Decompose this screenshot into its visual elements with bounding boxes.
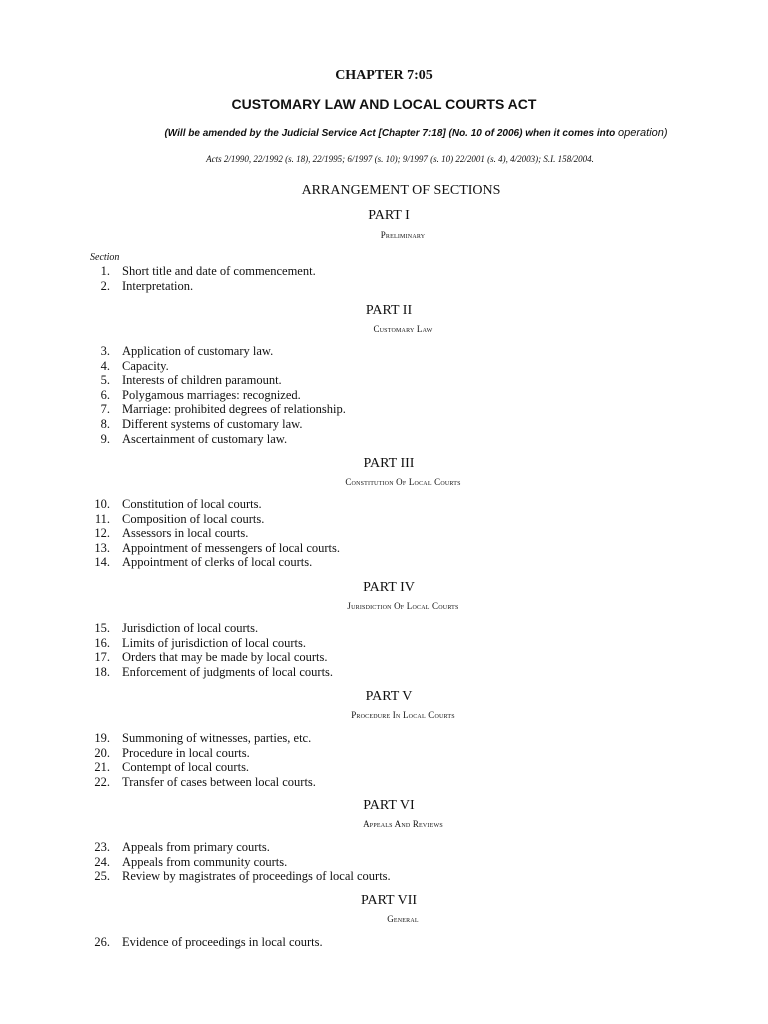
section-list — [0, 840, 768, 884]
section-item — [0, 526, 768, 541]
amendment-note-tail: operation) — [618, 127, 668, 139]
part-heading: PART I — [368, 208, 410, 223]
section-item — [0, 359, 768, 374]
section-item — [0, 279, 768, 294]
section-number: 18. — [94, 664, 110, 679]
act-title: CUSTOMARY LAW AND LOCAL COURTS ACT — [231, 96, 537, 112]
section-item — [0, 512, 768, 527]
section-title: Transfer of cases between local courts. — [122, 774, 316, 789]
section-number: 2. — [100, 278, 110, 293]
section-number: 16. — [94, 635, 110, 650]
section-title: Review by magistrates of proceedings of local courts. — [122, 869, 391, 884]
section-number: 10. — [94, 497, 110, 511]
section-number: 1. — [100, 264, 110, 278]
section-title: Contempt of local courts. — [122, 760, 250, 775]
section-item — [0, 555, 768, 570]
section-item — [0, 840, 768, 855]
section-item — [0, 775, 768, 790]
section-title: Orders that may be made by local courts. — [122, 650, 328, 665]
section-list — [0, 344, 768, 446]
part-subtitle: Preliminary — [380, 230, 426, 240]
section-title: Short title and date of commencement. — [122, 264, 316, 278]
section-number: 13. — [94, 540, 110, 555]
part-subtitle: Appeals And Reviews — [363, 819, 443, 829]
section-number: 3. — [100, 344, 110, 358]
section-number: 12. — [94, 526, 110, 541]
section-item — [0, 541, 768, 556]
section-title: Evidence of proceedings in local courts. — [122, 935, 323, 949]
section-item — [0, 650, 768, 665]
section-title: Procedure in local courts. — [122, 745, 250, 760]
section-title: Different systems of customary law. — [122, 416, 303, 431]
chapter-number: CHAPTER 7:05 — [335, 68, 433, 83]
section-item — [0, 731, 768, 746]
section-number: 6. — [100, 387, 110, 402]
section-title: Polygamous marriages: recognized. — [122, 387, 301, 402]
section-number: 8. — [100, 416, 110, 431]
section-item — [0, 402, 768, 417]
section-item — [0, 621, 768, 636]
arrangement-heading: ARRANGEMENT OF SECTIONS — [301, 183, 501, 198]
section-item — [0, 344, 768, 359]
section-title: Appeals from primary courts. — [122, 840, 270, 854]
section-title: Appointment of clerks of local courts. — [122, 555, 313, 570]
section-number: 22. — [94, 774, 110, 789]
section-item — [0, 373, 768, 388]
section-item — [0, 665, 768, 680]
section-item — [0, 497, 768, 512]
section-number: 4. — [100, 358, 110, 373]
part-heading: PART VII — [360, 893, 418, 908]
section-number: 7. — [100, 402, 110, 417]
section-item — [0, 432, 768, 447]
section-title: Application of customary law. — [122, 344, 274, 358]
section-number: 14. — [94, 555, 110, 570]
part-heading: PART VI — [363, 798, 415, 813]
section-number: 26. — [94, 935, 110, 949]
section-list — [0, 497, 768, 570]
section-title: Appeals from community courts. — [122, 854, 288, 869]
section-item — [0, 417, 768, 432]
part-subtitle: Jurisdiction Of Local Courts — [347, 601, 459, 611]
part-heading: PART III — [363, 456, 415, 471]
section-number: 21. — [94, 760, 110, 775]
section-title: Interests of children paramount. — [122, 373, 282, 388]
part-subtitle: General — [387, 914, 419, 924]
section-number: 19. — [94, 731, 110, 745]
section-number: 17. — [94, 650, 110, 665]
section-number: 20. — [94, 745, 110, 760]
part-subtitle: Procedure In Local Courts — [351, 710, 455, 720]
part-heading: PART V — [365, 689, 413, 704]
section-number: 11. — [94, 511, 110, 526]
section-item — [0, 760, 768, 775]
amending-acts: Acts 2/1990, 22/1992 (s. 18), 22/1995; 6/1997 (s. 10); 9/1997 (s. 10) 22/2001 (s. 4), 4/2003); S.I. 158/2004. — [206, 154, 594, 164]
section-title: Appointment of messengers of local courts. — [122, 540, 341, 555]
section-item — [0, 636, 768, 651]
section-title: Marriage: prohibited degrees of relationship. — [122, 402, 346, 417]
section-item — [0, 869, 768, 884]
part-heading: PART IV — [363, 580, 415, 595]
section-number: 23. — [94, 840, 110, 854]
section-title: Limits of jurisdiction of local courts. — [122, 635, 306, 650]
section-list — [0, 264, 768, 293]
section-number: 5. — [100, 373, 110, 388]
section-item — [0, 746, 768, 761]
section-label: Section — [90, 252, 120, 263]
section-item — [0, 388, 768, 403]
section-list — [0, 731, 768, 789]
section-title: Enforcement of judgments of local courts. — [122, 664, 334, 679]
section-item — [0, 855, 768, 870]
section-title: Composition of local courts. — [122, 511, 265, 526]
section-list — [0, 621, 768, 679]
section-item — [0, 935, 768, 950]
section-number: 25. — [94, 869, 110, 884]
section-title: Summoning of witnesses, parties, etc. — [122, 731, 312, 745]
section-item — [0, 264, 768, 279]
section-title: Ascertainment of customary law. — [122, 431, 288, 446]
part-heading: PART II — [365, 303, 413, 318]
section-title: Capacity. — [122, 358, 169, 373]
section-title: Jurisdiction of local courts. — [122, 621, 259, 635]
section-title: Interpretation. — [122, 278, 194, 293]
part-subtitle: Constitution Of Local Courts — [345, 477, 461, 487]
amendment-note — [0, 127, 768, 139]
section-title: Constitution of local courts. — [122, 497, 262, 511]
section-title: Assessors in local courts. — [122, 526, 249, 541]
section-number: 15. — [94, 621, 110, 635]
section-list — [0, 935, 768, 950]
section-number: 24. — [94, 854, 110, 869]
section-number: 9. — [100, 431, 110, 446]
amendment-note-main: (Will be amended by the Judicial Service Act [Chapter 7:18] (No. 10 of 2006) when it comes into — [164, 128, 618, 139]
part-subtitle: Customary Law — [373, 324, 433, 334]
